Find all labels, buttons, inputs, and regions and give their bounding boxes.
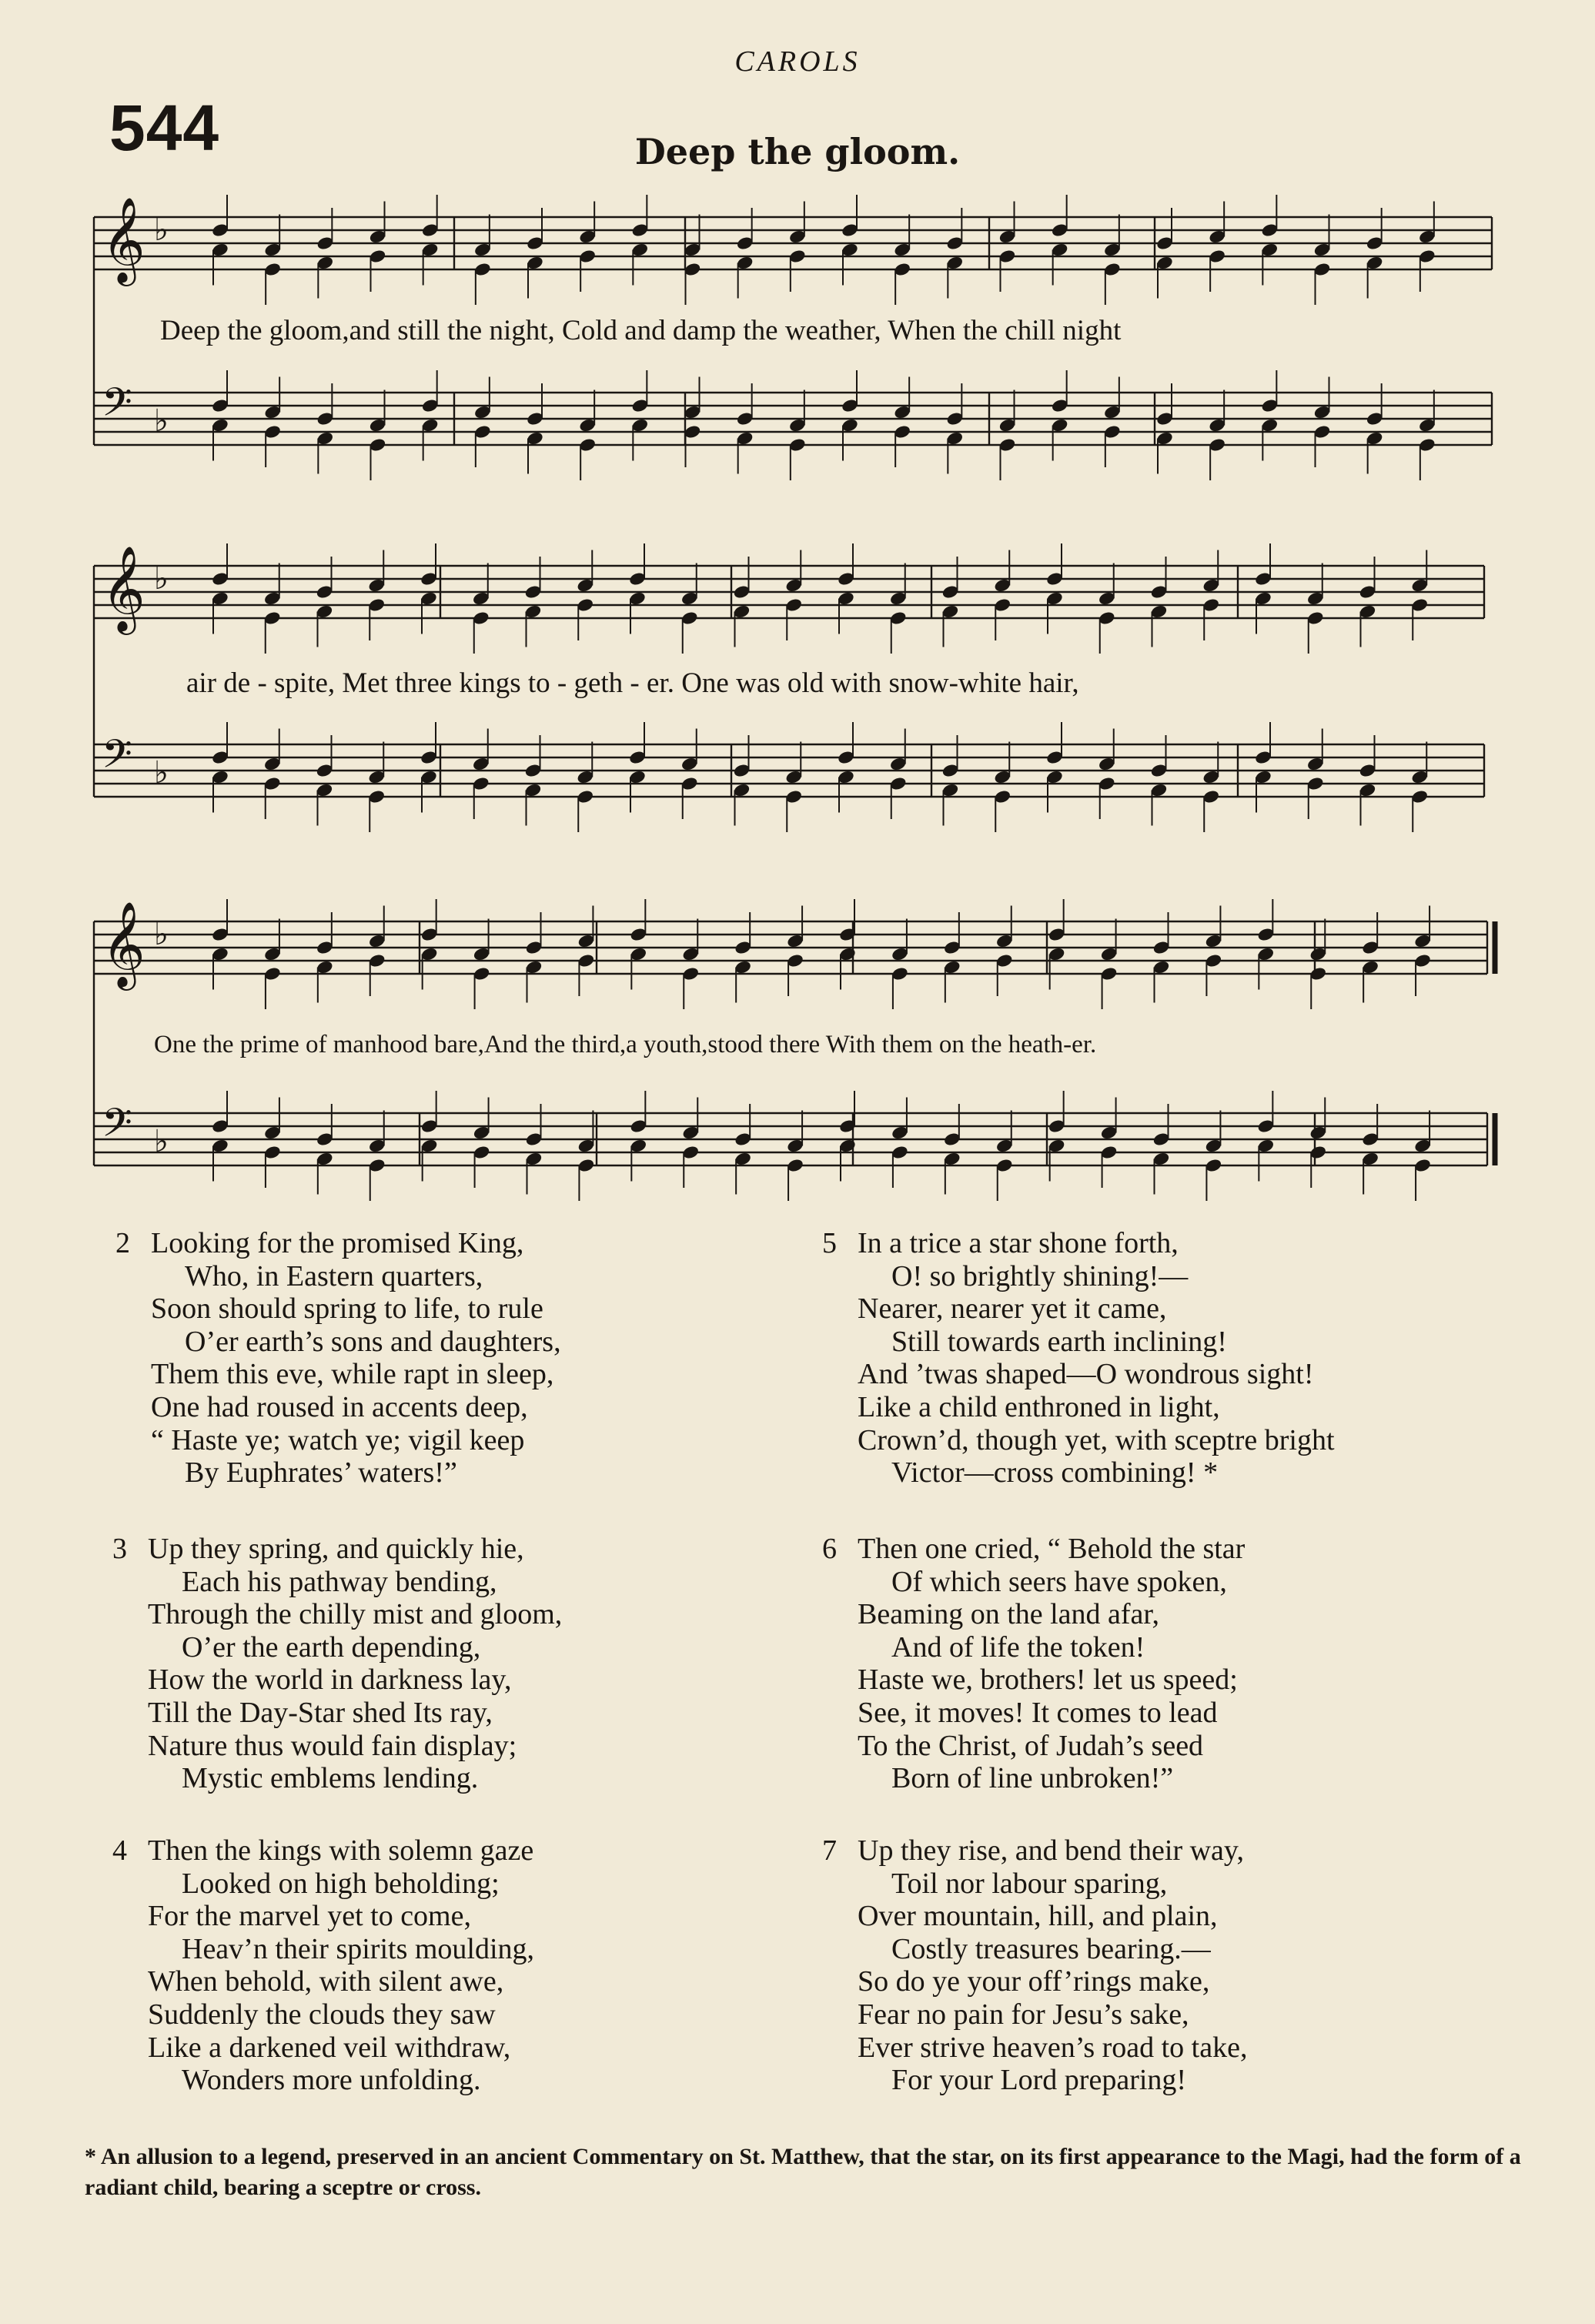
lyric-line-1: Deep the gloom,and still the night, Cold and damp the weather, When the chill night [160, 315, 1122, 346]
treble-clef-icon: 𝄞 [102, 196, 145, 283]
hymn-title: Deep the gloom. [634, 131, 961, 172]
bass-clef-icon: 𝄢 [102, 379, 132, 435]
flat-icon: ♭ [154, 212, 169, 248]
verse-number: 3 [112, 1533, 127, 1565]
verse-number: 4 [112, 1834, 127, 1867]
treble-clef-icon: 𝄞 [102, 545, 145, 631]
verse-number: 6 [822, 1533, 837, 1565]
verse-6: 6 Then one cried, “ Behold the star Of which seers have spoken, Beaming on the land afar, And of life the token! Haste we, brothers! let us speed; See, it moves! It comes to lead To the Christ, of Judah’s seed Born of line unbroken!” [822, 1533, 1246, 1795]
flat-icon: ♭ [154, 561, 169, 597]
hymn-number: 544 [109, 92, 220, 164]
flat-icon: ♭ [154, 1124, 169, 1159]
flat-icon: ♭ [154, 917, 169, 952]
lyric-line-2: air de - spite, Met three kings to - geth - er. One was old with snow-white hair, [186, 667, 1079, 699]
bass-clef-icon: 𝄢 [102, 1099, 132, 1155]
footnote: * An allusion to a legend, preserved in an ancient Commentary on St. Matthew, that the star, on its first appearance to the Magi, had the form of a radiant child, bearing a sceptre or cross. [85, 2144, 1521, 2200]
flat-icon: ♭ [154, 755, 169, 791]
verse-2: 2 Looking for the promised King, Who, in Eastern quarters, Soon should spring to life, to rule O’er earth’s sons and daughters, Them this eve, while rapt in sleep, One had roused in accents deep, “ Haste ye; watch ye; vigil keep By Euphrates’ waters!” [115, 1227, 561, 1490]
verse-number: 5 [822, 1227, 837, 1259]
flat-icon: ♭ [154, 403, 169, 439]
treble-clef-icon: 𝄞 [102, 901, 145, 987]
verse-3: 3 Up they spring, and quickly hie, Each his pathway bending, Through the chilly mist and gloom, O’er the earth depending, How the world in darkness lay, Till the Day-Star shed Its ray, Nature thus would fain display; Mystic emblems lending. [112, 1533, 563, 1795]
verse-number: 2 [115, 1227, 130, 1259]
verse-5: 5 In a trice a star shone forth, O! so brightly shining!— Nearer, nearer yet it came, Still towards earth inclining! And ’twas shaped—O wondrous sight! Like a child enthroned in light, Crown’d, though yet, with sceptre bright Victor—cross combining! * [822, 1227, 1335, 1490]
running-head: CAROLS [734, 45, 861, 78]
lyric-line-3: One the prime of manhood bare,And the third,a youth,stood there With them on the heath-er. [154, 1031, 1097, 1058]
verse-7: 7 Up they rise, and bend their way, Toil nor labour sparing, Over mountain, hill, and plain, Costly treasures bearing.— So do ye your off’rings make, Fear no pain for Jesu’s sake, Ever strive heaven’s road to take, For your Lord preparing! [822, 1834, 1248, 2097]
verse-4: 4 Then the kings with solemn gaze Looked on high beholding; For the marvel yet to come, Heav’n their spirits moulding, When behold, with silent awe, Suddenly the clouds they saw Like a darkened veil withdraw, Wonders more unfolding. [112, 1834, 535, 2097]
verse-number: 7 [822, 1834, 837, 1867]
bass-clef-icon: 𝄢 [102, 731, 132, 787]
